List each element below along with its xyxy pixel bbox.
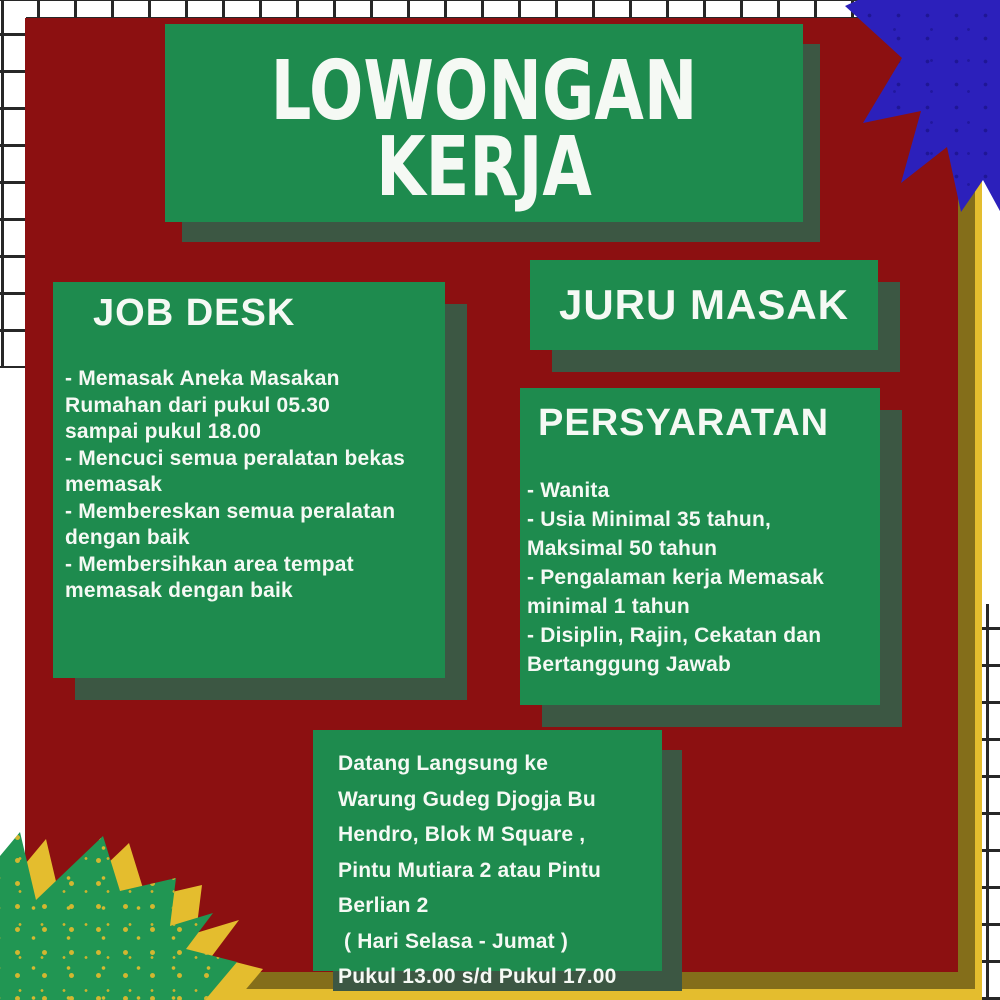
text-line: - Mencuci semua peralatan bekas [65,446,406,470]
contact-box [313,730,662,988]
job-desk-list [65,366,445,605]
text-line: dengan baik [65,526,190,549]
text-line: Pukul 13.00 s/d Pukul 17.00 [338,965,617,988]
text-line: Berlian 2 [338,894,429,917]
title-line-1: LOWONGAN [270,44,698,139]
text-line: - Pengalaman kerja Memasak [527,566,825,589]
text-line: - Membereskan semua peralatan [65,499,396,523]
position-title: JURU MASAK [558,281,849,328]
text-line: memasak dengan baik [65,579,293,602]
job-desk-box [53,282,445,678]
text-line: Datang Langsung ke [338,752,549,775]
text-line: Warung Gudeg Djogja Bu [338,787,596,811]
text-line: - Wanita [527,479,610,502]
text-line: memasak [65,473,163,496]
text-line: Hendro, Blok M Square , [338,823,586,846]
title-line-2: KERJA [376,120,592,216]
green-starburst-decoration [0,820,280,1000]
text-line: - Usia Minimal 35 tahun, [527,508,772,531]
text-line: Maksimal 50 tahun [527,537,718,560]
requirements-box [520,388,880,705]
grid-pattern-left [0,0,26,368]
text-line: minimal 1 tahun [527,595,690,618]
text-line: - Disiplin, Rajin, Cekatan dan [527,624,822,647]
text-line: - Memasak Aneka Masakan [65,367,340,390]
contact-lines [338,746,662,995]
text-line: sampai pukul 18.00 [65,420,262,443]
requirements-list [527,476,880,679]
text-line: Bertanggung Jawab [527,653,732,676]
text-line: Pintu Mutiara 2 atau Pintu [338,858,602,882]
text-line: ( Hari Selasa - Jumat ) [338,929,569,953]
poster-title [235,44,733,216]
title-box [165,24,803,222]
text-line: Rumahan dari pukul 05.30 [65,393,331,417]
grid-pattern-right [981,604,1000,1000]
job-desk-heading: JOB DESK [93,292,296,334]
text-line: - Membersihkan area tempat [65,552,354,576]
requirements-heading: PERSYARATAN [538,402,830,444]
position-badge [530,260,878,350]
